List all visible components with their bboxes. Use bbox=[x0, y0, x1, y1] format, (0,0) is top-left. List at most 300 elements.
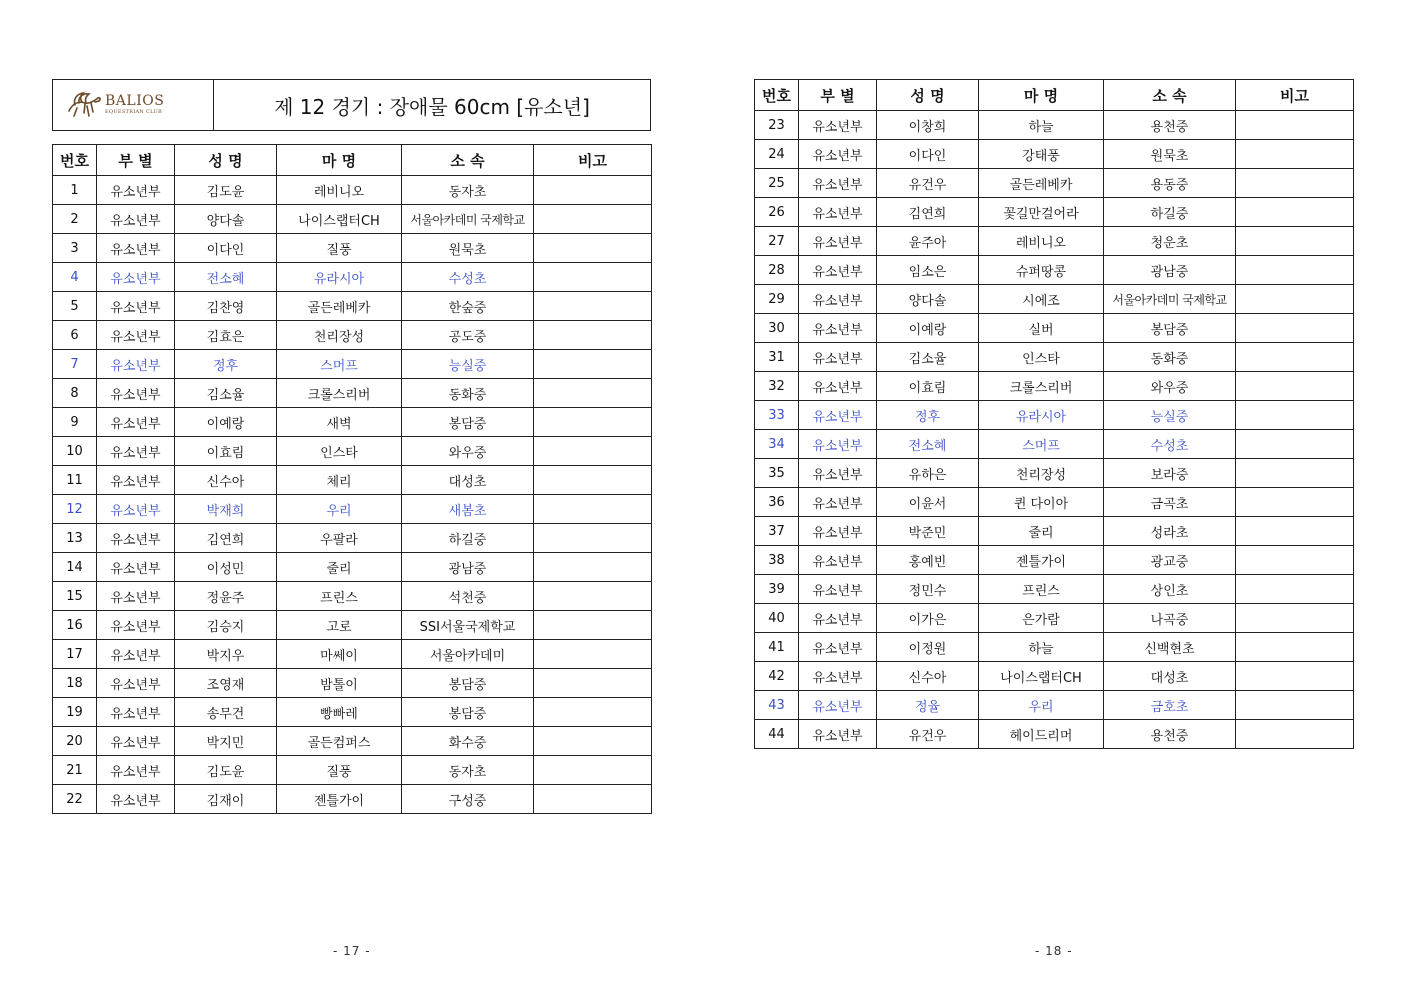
table-row bbox=[53, 292, 652, 321]
cell-horse-name: 우리 bbox=[979, 691, 1104, 720]
cell-affiliation: 석천중 bbox=[402, 582, 534, 611]
cell-note bbox=[1236, 720, 1354, 749]
cell-division: 유소년부 bbox=[799, 488, 877, 517]
cell-number: 6 bbox=[53, 321, 97, 350]
cell-horse-name: 하늘 bbox=[979, 633, 1104, 662]
table-row bbox=[755, 227, 1354, 256]
cell-division: 유소년부 bbox=[799, 285, 877, 314]
cell-number: 19 bbox=[53, 698, 97, 727]
cell-number: 44 bbox=[755, 720, 799, 749]
cell-horse-name: 나이스랩터CH bbox=[979, 662, 1104, 691]
header-affiliation: 소 속 bbox=[1104, 80, 1236, 111]
cell-rider-name: 이다인 bbox=[175, 234, 277, 263]
cell-number: 42 bbox=[755, 662, 799, 691]
table-row bbox=[755, 198, 1354, 227]
cell-number: 4 bbox=[53, 263, 97, 292]
cell-number: 9 bbox=[53, 408, 97, 437]
table-row bbox=[53, 785, 652, 814]
cell-rider-name: 유건우 bbox=[877, 169, 979, 198]
cell-horse-name: 스머프 bbox=[979, 430, 1104, 459]
table-row bbox=[755, 111, 1354, 140]
cell-affiliation: 원묵초 bbox=[1104, 140, 1236, 169]
cell-affiliation: 광교중 bbox=[1104, 546, 1236, 575]
cell-number: 30 bbox=[755, 314, 799, 343]
cell-number: 23 bbox=[755, 111, 799, 140]
cell-division: 유소년부 bbox=[799, 720, 877, 749]
cell-number: 34 bbox=[755, 430, 799, 459]
cell-note bbox=[534, 698, 652, 727]
cell-number: 43 bbox=[755, 691, 799, 720]
table-row bbox=[755, 662, 1354, 691]
cell-division: 유소년부 bbox=[799, 111, 877, 140]
table-row bbox=[53, 350, 652, 379]
cell-note bbox=[534, 321, 652, 350]
cell-note bbox=[1236, 111, 1354, 140]
cell-rider-name: 김도윤 bbox=[175, 756, 277, 785]
cell-number: 28 bbox=[755, 256, 799, 285]
cell-number: 32 bbox=[755, 372, 799, 401]
cell-number: 31 bbox=[755, 343, 799, 372]
cell-affiliation: 한숲중 bbox=[402, 292, 534, 321]
cell-affiliation: 수성초 bbox=[402, 263, 534, 292]
cell-note bbox=[1236, 169, 1354, 198]
cell-rider-name: 박준민 bbox=[877, 517, 979, 546]
cell-affiliation: 보라중 bbox=[1104, 459, 1236, 488]
cell-rider-name: 김도윤 bbox=[175, 176, 277, 205]
cell-division: 유소년부 bbox=[97, 756, 175, 785]
cell-affiliation: 봉담중 bbox=[402, 408, 534, 437]
table-row bbox=[755, 314, 1354, 343]
cell-note bbox=[534, 176, 652, 205]
cell-note bbox=[1236, 604, 1354, 633]
cell-affiliation: 동화중 bbox=[1104, 343, 1236, 372]
cell-horse-name: 크롤스리버 bbox=[979, 372, 1104, 401]
cell-affiliation: 금곡초 bbox=[1104, 488, 1236, 517]
cell-note bbox=[1236, 546, 1354, 575]
cell-affiliation: 서울아카데미 국제학교 bbox=[1104, 285, 1236, 314]
cell-note bbox=[534, 408, 652, 437]
cell-note bbox=[534, 234, 652, 263]
cell-affiliation: 동자초 bbox=[402, 756, 534, 785]
cell-rider-name: 박지민 bbox=[175, 727, 277, 756]
cell-number: 2 bbox=[53, 205, 97, 234]
table-row bbox=[755, 140, 1354, 169]
header-rider-name: 성 명 bbox=[877, 80, 979, 111]
header-horse-name: 마 명 bbox=[277, 145, 402, 176]
cell-note bbox=[534, 495, 652, 524]
cell-number: 16 bbox=[53, 611, 97, 640]
table-row bbox=[53, 205, 652, 234]
event-title-box bbox=[52, 79, 651, 131]
cell-horse-name: 헤이드리머 bbox=[979, 720, 1104, 749]
cell-number: 8 bbox=[53, 379, 97, 408]
cell-affiliation: SSI서울국제학교 bbox=[402, 611, 534, 640]
roster-table-left bbox=[52, 144, 652, 814]
cell-horse-name: 꽃길만걸어라 bbox=[979, 198, 1104, 227]
cell-affiliation: 와우중 bbox=[402, 437, 534, 466]
cell-division: 유소년부 bbox=[799, 517, 877, 546]
cell-affiliation: 성라초 bbox=[1104, 517, 1236, 546]
cell-division: 유소년부 bbox=[799, 140, 877, 169]
cell-rider-name: 이가은 bbox=[877, 604, 979, 633]
cell-division: 유소년부 bbox=[97, 466, 175, 495]
cell-note bbox=[1236, 256, 1354, 285]
cell-affiliation: 봉담중 bbox=[1104, 314, 1236, 343]
table-row bbox=[53, 234, 652, 263]
cell-horse-name: 유라시아 bbox=[979, 401, 1104, 430]
table-row bbox=[755, 575, 1354, 604]
cell-affiliation: 용천중 bbox=[1104, 111, 1236, 140]
table-row bbox=[53, 640, 652, 669]
cell-number: 12 bbox=[53, 495, 97, 524]
cell-division: 유소년부 bbox=[799, 343, 877, 372]
cell-rider-name: 유하은 bbox=[877, 459, 979, 488]
cell-rider-name: 이예랑 bbox=[175, 408, 277, 437]
cell-division: 유소년부 bbox=[799, 169, 877, 198]
cell-division: 유소년부 bbox=[799, 227, 877, 256]
cell-number: 29 bbox=[755, 285, 799, 314]
cell-division: 유소년부 bbox=[97, 553, 175, 582]
header-horse-name: 마 명 bbox=[979, 80, 1104, 111]
cell-division: 유소년부 bbox=[97, 176, 175, 205]
cell-rider-name: 김승지 bbox=[175, 611, 277, 640]
cell-rider-name: 김연희 bbox=[175, 524, 277, 553]
table-header-row bbox=[53, 145, 652, 176]
cell-horse-name: 나이스랩터CH bbox=[277, 205, 402, 234]
cell-horse-name: 크롤스리버 bbox=[277, 379, 402, 408]
header-rider-name: 성 명 bbox=[175, 145, 277, 176]
cell-division: 유소년부 bbox=[799, 662, 877, 691]
cell-division: 유소년부 bbox=[97, 437, 175, 466]
cell-affiliation: 대성초 bbox=[1104, 662, 1236, 691]
cell-number: 7 bbox=[53, 350, 97, 379]
cell-horse-name: 레비니오 bbox=[277, 176, 402, 205]
cell-affiliation: 신백현초 bbox=[1104, 633, 1236, 662]
cell-horse-name: 하늘 bbox=[979, 111, 1104, 140]
table-row bbox=[53, 263, 652, 292]
cell-horse-name: 새벽 bbox=[277, 408, 402, 437]
cell-division: 유소년부 bbox=[799, 546, 877, 575]
cell-number: 11 bbox=[53, 466, 97, 495]
cell-note bbox=[1236, 459, 1354, 488]
cell-note bbox=[1236, 575, 1354, 604]
cell-division: 유소년부 bbox=[97, 321, 175, 350]
cell-horse-name: 체리 bbox=[277, 466, 402, 495]
cell-division: 유소년부 bbox=[97, 379, 175, 408]
cell-number: 25 bbox=[755, 169, 799, 198]
cell-affiliation: 상인초 bbox=[1104, 575, 1236, 604]
cell-note bbox=[534, 524, 652, 553]
cell-note bbox=[534, 553, 652, 582]
cell-affiliation: 하길중 bbox=[1104, 198, 1236, 227]
cell-affiliation: 새봄초 bbox=[402, 495, 534, 524]
cell-horse-name: 골든컴퍼스 bbox=[277, 727, 402, 756]
header-affiliation: 소 속 bbox=[402, 145, 534, 176]
table-row bbox=[53, 611, 652, 640]
table-row bbox=[53, 321, 652, 350]
cell-affiliation: 동자초 bbox=[402, 176, 534, 205]
cell-affiliation: 동화중 bbox=[402, 379, 534, 408]
table-row bbox=[755, 169, 1354, 198]
cell-horse-name: 시에조 bbox=[979, 285, 1104, 314]
cell-number: 18 bbox=[53, 669, 97, 698]
cell-number: 15 bbox=[53, 582, 97, 611]
cell-note bbox=[534, 582, 652, 611]
cell-division: 유소년부 bbox=[799, 198, 877, 227]
cell-division: 유소년부 bbox=[97, 669, 175, 698]
table-row bbox=[53, 553, 652, 582]
cell-rider-name: 정후 bbox=[877, 401, 979, 430]
table-row bbox=[755, 691, 1354, 720]
cell-horse-name: 우팔라 bbox=[277, 524, 402, 553]
cell-number: 3 bbox=[53, 234, 97, 263]
cell-division: 유소년부 bbox=[97, 205, 175, 234]
cell-horse-name: 고로 bbox=[277, 611, 402, 640]
cell-division: 유소년부 bbox=[799, 256, 877, 285]
cell-number: 39 bbox=[755, 575, 799, 604]
header-division: 부 별 bbox=[97, 145, 175, 176]
cell-division: 유소년부 bbox=[799, 633, 877, 662]
table-row bbox=[53, 408, 652, 437]
cell-horse-name: 프린스 bbox=[277, 582, 402, 611]
cell-affiliation: 능실중 bbox=[402, 350, 534, 379]
table-row bbox=[53, 727, 652, 756]
table-row bbox=[53, 756, 652, 785]
cell-number: 26 bbox=[755, 198, 799, 227]
header-number: 번호 bbox=[755, 80, 799, 111]
cell-number: 35 bbox=[755, 459, 799, 488]
cell-horse-name: 인스타 bbox=[979, 343, 1104, 372]
club-logo bbox=[53, 80, 214, 130]
table-row bbox=[53, 379, 652, 408]
cell-rider-name: 이효림 bbox=[175, 437, 277, 466]
cell-note bbox=[1236, 285, 1354, 314]
cell-note bbox=[534, 611, 652, 640]
cell-affiliation: 광남중 bbox=[1104, 256, 1236, 285]
header-number: 번호 bbox=[53, 145, 97, 176]
cell-number: 5 bbox=[53, 292, 97, 321]
table-row bbox=[755, 372, 1354, 401]
cell-affiliation: 광남중 bbox=[402, 553, 534, 582]
table-row bbox=[755, 720, 1354, 749]
cell-rider-name: 조영재 bbox=[175, 669, 277, 698]
cell-note bbox=[534, 379, 652, 408]
cell-rider-name: 이다인 bbox=[877, 140, 979, 169]
cell-division: 유소년부 bbox=[97, 611, 175, 640]
cell-rider-name: 김소율 bbox=[877, 343, 979, 372]
roster-body-right bbox=[755, 111, 1354, 749]
cell-affiliation: 원묵초 bbox=[402, 234, 534, 263]
cell-division: 유소년부 bbox=[799, 401, 877, 430]
cell-number: 13 bbox=[53, 524, 97, 553]
cell-horse-name: 인스타 bbox=[277, 437, 402, 466]
cell-rider-name: 이예랑 bbox=[877, 314, 979, 343]
cell-horse-name: 빵빠레 bbox=[277, 698, 402, 727]
cell-horse-name: 줄리 bbox=[277, 553, 402, 582]
cell-division: 유소년부 bbox=[97, 524, 175, 553]
cell-note bbox=[1236, 198, 1354, 227]
cell-number: 14 bbox=[53, 553, 97, 582]
cell-affiliation: 공도중 bbox=[402, 321, 534, 350]
cell-affiliation: 대성초 bbox=[402, 466, 534, 495]
page-number-right: - 18 - bbox=[1035, 944, 1073, 958]
cell-horse-name: 우리 bbox=[277, 495, 402, 524]
cell-division: 유소년부 bbox=[97, 727, 175, 756]
cell-number: 22 bbox=[53, 785, 97, 814]
cell-affiliation: 용동중 bbox=[1104, 169, 1236, 198]
cell-horse-name: 천리장성 bbox=[277, 321, 402, 350]
cell-affiliation: 구성중 bbox=[402, 785, 534, 814]
cell-division: 유소년부 bbox=[799, 575, 877, 604]
cell-horse-name: 스머프 bbox=[277, 350, 402, 379]
cell-rider-name: 양다솔 bbox=[175, 205, 277, 234]
logo-subtitle: EQUESTRIAN CLUB bbox=[105, 109, 162, 115]
cell-division: 유소년부 bbox=[97, 785, 175, 814]
cell-division: 유소년부 bbox=[799, 604, 877, 633]
cell-division: 유소년부 bbox=[799, 430, 877, 459]
cell-note bbox=[1236, 314, 1354, 343]
cell-horse-name: 밤톨이 bbox=[277, 669, 402, 698]
table-row bbox=[755, 459, 1354, 488]
cell-division: 유소년부 bbox=[97, 292, 175, 321]
table-row bbox=[755, 430, 1354, 459]
cell-number: 36 bbox=[755, 488, 799, 517]
cell-rider-name: 이창희 bbox=[877, 111, 979, 140]
header-note: 비고 bbox=[1236, 80, 1354, 111]
cell-horse-name: 레비니오 bbox=[979, 227, 1104, 256]
cell-number: 24 bbox=[755, 140, 799, 169]
cell-rider-name: 이성민 bbox=[175, 553, 277, 582]
cell-division: 유소년부 bbox=[97, 234, 175, 263]
cell-horse-name: 젠틀가이 bbox=[277, 785, 402, 814]
table-row bbox=[755, 517, 1354, 546]
cell-note bbox=[1236, 691, 1354, 720]
cell-affiliation: 나곡중 bbox=[1104, 604, 1236, 633]
table-row bbox=[53, 437, 652, 466]
page-number-left: - 17 - bbox=[333, 944, 371, 958]
cell-affiliation: 서울아카데미 국제학교 bbox=[402, 205, 534, 234]
cell-note bbox=[1236, 430, 1354, 459]
cell-rider-name: 윤주아 bbox=[877, 227, 979, 256]
cell-rider-name: 박재희 bbox=[175, 495, 277, 524]
table-row bbox=[53, 524, 652, 553]
cell-affiliation: 와우중 bbox=[1104, 372, 1236, 401]
table-row bbox=[53, 669, 652, 698]
cell-note bbox=[534, 669, 652, 698]
cell-horse-name: 천리장성 bbox=[979, 459, 1104, 488]
table-row bbox=[53, 466, 652, 495]
cell-division: 유소년부 bbox=[97, 640, 175, 669]
cell-division: 유소년부 bbox=[799, 372, 877, 401]
table-row bbox=[53, 176, 652, 205]
cell-rider-name: 유건우 bbox=[877, 720, 979, 749]
cell-rider-name: 신수아 bbox=[175, 466, 277, 495]
cell-note bbox=[534, 785, 652, 814]
header-note: 비고 bbox=[534, 145, 652, 176]
event-title: 제 12 경기 : 장애물 60cm [유소년] bbox=[274, 94, 590, 119]
cell-horse-name: 강태풍 bbox=[979, 140, 1104, 169]
cell-division: 유소년부 bbox=[97, 350, 175, 379]
cell-rider-name: 김연희 bbox=[877, 198, 979, 227]
table-row bbox=[755, 488, 1354, 517]
roster-table-right bbox=[754, 79, 1354, 749]
cell-rider-name: 이윤서 bbox=[877, 488, 979, 517]
cell-number: 27 bbox=[755, 227, 799, 256]
cell-horse-name: 프린스 bbox=[979, 575, 1104, 604]
cell-note bbox=[534, 292, 652, 321]
cell-division: 유소년부 bbox=[799, 314, 877, 343]
cell-rider-name: 신수아 bbox=[877, 662, 979, 691]
cell-note bbox=[534, 205, 652, 234]
table-row bbox=[755, 285, 1354, 314]
cell-number: 17 bbox=[53, 640, 97, 669]
table-row bbox=[755, 401, 1354, 430]
table-header-row bbox=[755, 80, 1354, 111]
cell-note bbox=[1236, 517, 1354, 546]
table-row bbox=[755, 546, 1354, 575]
cell-rider-name: 홍예빈 bbox=[877, 546, 979, 575]
cell-note bbox=[534, 437, 652, 466]
cell-division: 유소년부 bbox=[97, 408, 175, 437]
cell-number: 33 bbox=[755, 401, 799, 430]
cell-rider-name: 정후 bbox=[175, 350, 277, 379]
cell-affiliation: 청운초 bbox=[1104, 227, 1236, 256]
cell-horse-name: 질풍 bbox=[277, 234, 402, 263]
cell-note bbox=[534, 263, 652, 292]
cell-rider-name: 전소혜 bbox=[877, 430, 979, 459]
cell-division: 유소년부 bbox=[97, 495, 175, 524]
cell-affiliation: 금호초 bbox=[1104, 691, 1236, 720]
cell-rider-name: 박지우 bbox=[175, 640, 277, 669]
cell-note bbox=[1236, 140, 1354, 169]
cell-rider-name: 전소혜 bbox=[175, 263, 277, 292]
table-row bbox=[755, 633, 1354, 662]
cell-note bbox=[534, 350, 652, 379]
cell-horse-name: 골든레베카 bbox=[979, 169, 1104, 198]
cell-note bbox=[534, 727, 652, 756]
table-row bbox=[53, 698, 652, 727]
cell-division: 유소년부 bbox=[97, 698, 175, 727]
cell-note bbox=[1236, 633, 1354, 662]
cell-rider-name: 정율 bbox=[877, 691, 979, 720]
cell-note bbox=[1236, 662, 1354, 691]
header-division: 부 별 bbox=[799, 80, 877, 111]
cell-rider-name: 김재이 bbox=[175, 785, 277, 814]
cell-affiliation: 서울아카데미 bbox=[402, 640, 534, 669]
cell-affiliation: 화수중 bbox=[402, 727, 534, 756]
cell-note bbox=[1236, 343, 1354, 372]
cell-horse-name: 실버 bbox=[979, 314, 1104, 343]
cell-rider-name: 송무건 bbox=[175, 698, 277, 727]
cell-note bbox=[534, 756, 652, 785]
cell-rider-name: 정민수 bbox=[877, 575, 979, 604]
cell-affiliation: 하길중 bbox=[402, 524, 534, 553]
table-row bbox=[755, 343, 1354, 372]
cell-note bbox=[534, 466, 652, 495]
cell-horse-name: 퀸 다이아 bbox=[979, 488, 1104, 517]
table-row bbox=[755, 604, 1354, 633]
cell-rider-name: 양다솔 bbox=[877, 285, 979, 314]
cell-affiliation: 봉담중 bbox=[402, 669, 534, 698]
cell-horse-name: 골든레베카 bbox=[277, 292, 402, 321]
cell-number: 41 bbox=[755, 633, 799, 662]
logo-name: BALIOS bbox=[105, 93, 165, 109]
cell-rider-name: 임소은 bbox=[877, 256, 979, 285]
table-row bbox=[755, 256, 1354, 285]
cell-number: 20 bbox=[53, 727, 97, 756]
cell-note bbox=[1236, 488, 1354, 517]
cell-division: 유소년부 bbox=[97, 582, 175, 611]
